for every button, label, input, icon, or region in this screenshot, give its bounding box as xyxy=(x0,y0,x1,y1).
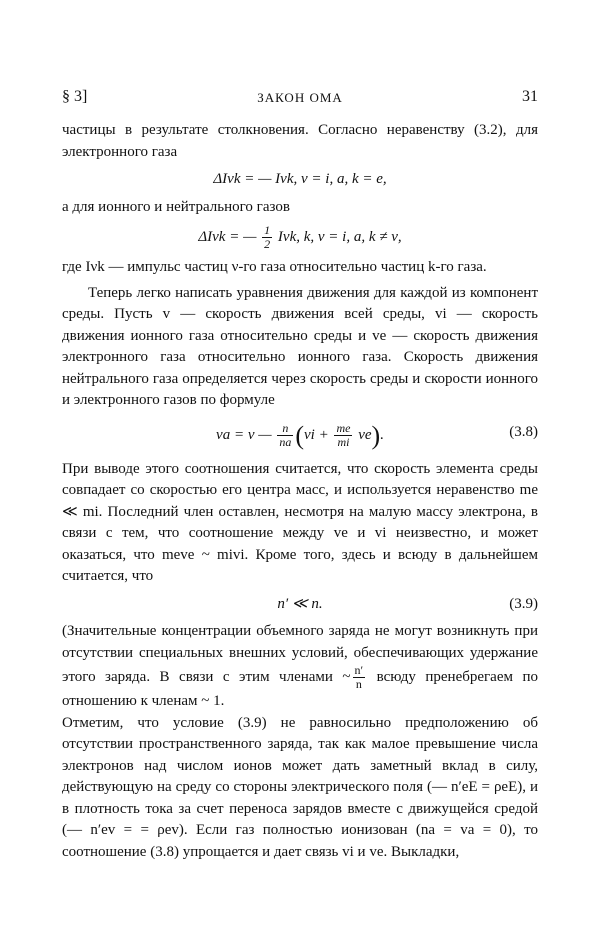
eq3-fraction-n xyxy=(277,422,293,449)
equation-number-3-8: (3.8) xyxy=(509,423,538,440)
eq3-end: . xyxy=(380,426,384,443)
eq3-f2-num: me xyxy=(336,420,351,435)
paragraph-4: Теперь легко написать уравнения движения для каждой из компонент среды. Пусть v — скорость движения всей среды, vi — скорость движения ионного газа относительно среды и ve — скорость движения электронного газа относительно ионного газа. Скорость движения нейтрального газа определяется через скорость среды и скорости ионного и электронного газов по формуле xyxy=(62,284,538,408)
eq4-formula: n′ ≪ n. xyxy=(277,595,323,612)
running-header xyxy=(62,88,538,110)
equation-3-8: va = v — $\frac{n}{na}$ (vi + $\frac{me}{mi}$ ve). (3.8) xyxy=(216,420,538,450)
paragraph-6b: всюду пренебрегаем по отношению к членам ~ 1. xyxy=(62,668,538,709)
eq2-rhs: Iνk, k, ν = i, a, k ≠ ν, xyxy=(277,228,402,245)
equation-delta-electron: ΔIνk = — Iνk, ν = i, a, k = e, xyxy=(213,171,387,187)
equation-3-9 xyxy=(62,594,538,616)
eq3-f2-den: mi xyxy=(337,434,350,449)
page-number: 31 xyxy=(522,88,538,105)
eq3-f1-den: na xyxy=(279,434,292,449)
paragraph-5: При выводе этого соотношения считается, что скорость элемента среды совпадает со скоростью его центра масс, и используется неравенство me ≪ mi. Последний член оставлен, несмотря на малую массу электрона, в связи с тем, что соотношение между ve и vi неизвестно, и может оказаться, что meve ~ mivi. Кроме того, здесь и всюду в дальнейшем считается, что xyxy=(62,460,538,584)
paragraph-1: частицы в результате столкновения. Согласно неравенству (3.2), для электронного газа xyxy=(62,122,538,160)
section-mark: § 3] xyxy=(62,88,88,105)
paragraph-6 xyxy=(62,621,538,713)
eq3-lhs: va = v — xyxy=(216,426,272,443)
page-body xyxy=(62,120,538,863)
running-title: ЗАКОН ОМА xyxy=(257,90,343,105)
equation-delta-ion-neutral xyxy=(62,224,538,251)
paragraph-7: Отметим, что условие (3.9) не равносильно предположению об отсутствии пространственного заряда, так как малое превышение числа электронов над числом ионов может дать заметный вклад в силу, действующую на среду со стороны электрического поля (— n′eE = ρeE), и в плотность тока за счет переноса зарядов вместе с движущейся средой (— n′ev = = ρev). Если газ полностью ионизован (na = va = 0), то соотношение (3.8) упрощается и дает связь vi и ve. Выкладки, xyxy=(62,714,538,860)
eq3-f1-num: n xyxy=(277,422,293,436)
equation-number-3-9: (3.9) xyxy=(509,595,538,612)
paragraph-3: где Iνk — импульс частиц ν-го газа относительно частиц k-го газа. xyxy=(62,259,487,275)
p6-fraction xyxy=(353,664,366,691)
eq3-fraction-m xyxy=(334,422,352,449)
eq2-frac-num: 1 xyxy=(264,223,271,237)
paragraph-6a: (Значительные концентрации объемного заряда не могут возникнуть при отсутствии специальных внешних условий, обеспечивающих удержание этого заряда. В связи с этим членами xyxy=(62,623,538,685)
p6-frac-num: n′ xyxy=(354,663,364,677)
eq2-lhs: ΔIνk = — xyxy=(198,228,257,245)
eq2-fraction xyxy=(262,224,272,251)
eq2-frac-den: 2 xyxy=(264,237,271,251)
tilde-symbol: ~ xyxy=(342,668,351,685)
eq3-mid: vi + xyxy=(304,426,329,443)
eq3-rhs: ve xyxy=(358,426,372,443)
paragraph-2: а для ионного и нейтрального газов xyxy=(62,198,290,215)
p6-frac-den: n xyxy=(355,677,362,691)
